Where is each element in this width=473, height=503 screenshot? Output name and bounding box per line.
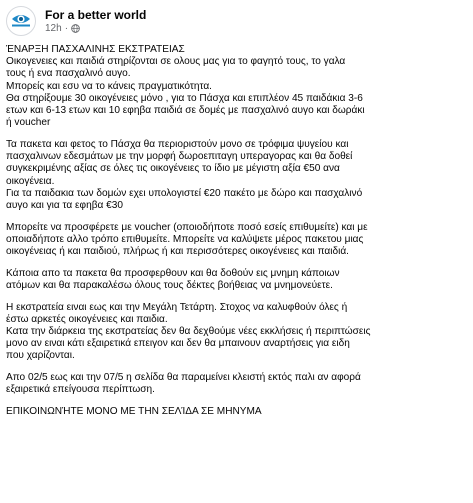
globe-icon[interactable]: [71, 24, 80, 33]
post-paragraph: [6, 139, 466, 212]
post-paragraph: [6, 268, 466, 292]
post-header-text: [45, 8, 146, 35]
post-text-line: Απο 02/5 εως και την 07/5 η σελίδα θα παραμείνει κλειστή εκτός παλι αν αφορά: [6, 372, 361, 384]
post-text-line: Κάποια απο τα πακετα θα προσφερθουν και θα δοθούν εις μνημη κάποιων: [6, 267, 340, 279]
post-text-line: ΕΠΙΚΟΙΝΩΝΉΤΕ ΜΟΝΟ ΜΕ ΤΗΝ ΣΕΛΊΔΑ ΣΕ ΜΗΝΥΜΑ: [6, 406, 262, 418]
post-text-line: Οικογενειες και παιδιά στηρίζονται σε ολους μας για το φαγητό τους, το γαλα: [6, 56, 346, 68]
meta-separator: ·: [64, 22, 69, 34]
post-text-line: μονο αν ειναι κάτι εξαιρετικά επειγον και δεν θα μπαινουν αναρτήσεις για ειδη: [6, 338, 350, 350]
post-text-line: εξαιρετικά επείγουσα περίπτωση.: [6, 384, 155, 396]
post-text-line: ή voucher: [6, 117, 51, 129]
eye-logo-icon: [9, 7, 33, 36]
post-paragraph: [6, 44, 466, 129]
post-text-line: ετων και 6-13 ετων και 10 εφηβα παιδιά σε δομές με πασχαλινό αυγο και δωράκι: [6, 105, 365, 117]
post-text-line: πασχαλινων εδεσμάτων με την μορφή δωροεπιταγη υπεραγορας και θα δοθεί: [6, 151, 353, 163]
post-text-line: Η εκστρατεία ειναι εως και την Μεγάλη Τετάρτη. Στοχος να καλυφθούν όλες ή: [6, 301, 348, 313]
post-text-line: ατόμων και θα παρακαλέσω όλους τους δέκτες βοήθειας να μνημονεύετε.: [6, 279, 333, 291]
post-text-line: Μπορείς και εσυ να το κάνεις πραγματικότητα.: [6, 80, 212, 92]
post-timestamp[interactable]: 12h: [45, 22, 62, 34]
page-name-link[interactable]: For a better world: [45, 7, 147, 22]
post-paragraph: [6, 222, 466, 259]
post-text-line: συγκεκριμένης αξίας σε όλες τις οικογένειες το ίδιο με μέγιστη αξία €50 ανα: [6, 163, 340, 175]
post-text-line: Κατα την διάρκεια της εκστρατείας δεν θα δεχθούμε νέες εκκλήσεις ή περιπτώσεις: [6, 326, 371, 338]
post-text-line: που χαρίζονται.: [6, 350, 75, 362]
post-paragraph: [6, 302, 466, 363]
post-text-line: οικογένειας ή και παιδιού, πλήρως ή και περισσότερες οικογένειες και παιδιά.: [6, 246, 349, 258]
post-text-line: Για τα παιδακια των δομών εχει υπολογιστεί €20 πακέτο με δώρο και πασχαλινό: [6, 187, 363, 199]
post-text-line: ΈΝΑΡΞΗ ΠΑΣΧΑΛΙΝΗΣ ΕΚΣΤΡΑΤΕΙΑΣ: [6, 44, 185, 55]
post-paragraph: [6, 406, 466, 418]
post-text-line: Θα στηρίξουμε 30 οικογένειες μόνο , για το Πάσχα και επιπλέον 45 παιδάκια 3-6: [6, 92, 363, 104]
page-avatar[interactable]: [6, 6, 36, 36]
post-text-line: οποιαδήποτε αλλο τρόπο επιθυμείτε. Μπορείτε να καλύψετε μέρος πακετου μιας: [6, 233, 364, 245]
post-paragraph: [6, 372, 466, 396]
post-header: [6, 6, 146, 36]
post-meta: [45, 23, 146, 35]
post-text-line: Μπορείτε να προσφέρετε με voucher (οποιοδήποτε ποσό εσείς επιθυμείτε) και με: [6, 221, 368, 233]
post-body-text: [6, 44, 466, 418]
post-text-line: Τα πακετα και φετος το Πάσχα θα περιοριστούν μονο σε τρόφιμα ψυγείου και: [6, 138, 349, 150]
post-text-line: οικογένεια.: [6, 175, 55, 187]
post-text-line: αυγο και για τα εφηβα €30: [6, 199, 123, 211]
post-text-line: έστω αρκετές οικογένειες και παιδια.: [6, 313, 168, 325]
post-text-line: τους ή ενα πασχαλινό αυγο.: [6, 68, 131, 80]
